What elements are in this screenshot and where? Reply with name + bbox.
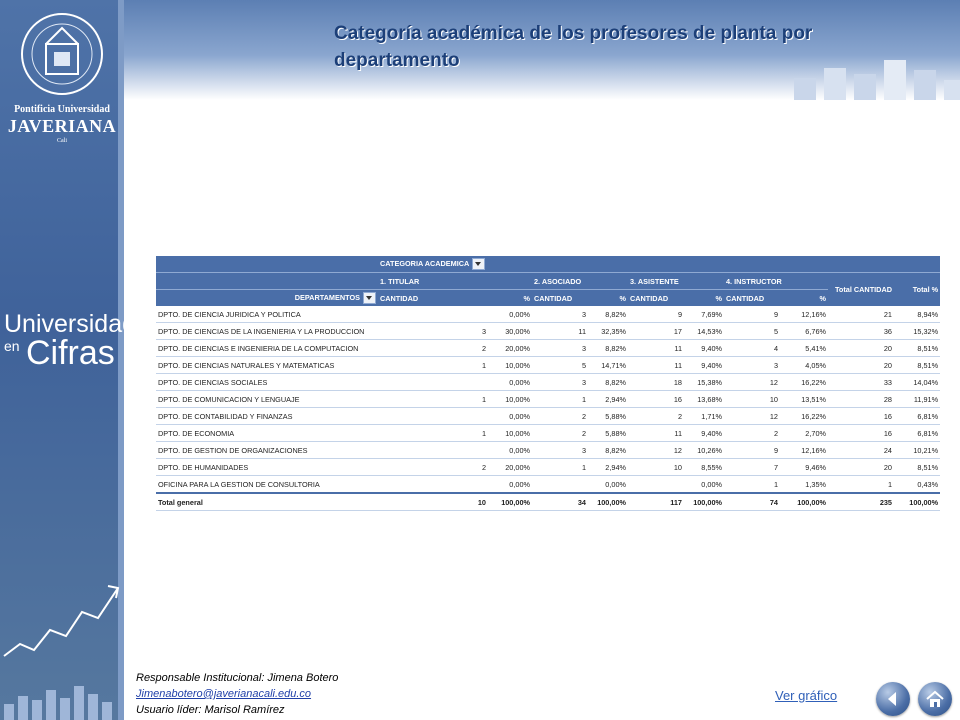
titular-cantidad-total-cell: 10 [378,493,488,511]
titular-pct-cell: 0,00% [488,442,532,459]
section-title-cifras: Cifras [26,334,115,372]
department-cell: DPTO. DE CIENCIAS SOCIALES [156,374,378,391]
total-row [156,493,940,511]
titular-pct-cell: 20,00% [488,340,532,357]
section-title-en: en [4,338,20,354]
titular-pct-total-cell: 100,00% [488,493,532,511]
asociado-cantidad-cell: 11 [532,323,588,340]
total-pct-cell: 15,32% [894,323,940,340]
growth-chart-icon [0,560,124,680]
asistente-cantidad-cell: 11 [628,340,684,357]
titular-pct-cell: 0,00% [488,408,532,425]
pivot-corner [156,256,378,273]
instructor-cantidad-cell: 7 [724,459,780,476]
titular-cantidad-cell: 2 [378,459,488,476]
row-field[interactable] [156,290,378,307]
category-header: 4. INSTRUCTOR [724,273,828,290]
pivot-corner-2 [156,273,378,290]
filter-label: CATEGORIA ACADEMICA [380,258,470,268]
total-cantidad-cell: 33 [828,374,894,391]
total-pct-cell: 14,04% [894,374,940,391]
instructor-pct-cell: 2,70% [780,425,828,442]
footer-info [136,670,338,718]
department-cell: DPTO. DE CIENCIAS NATURALES Y MATEMATICAS [156,357,378,374]
category-header: 1. TITULAR [378,273,532,290]
total-pct-cell: 11,91% [894,391,940,408]
home-icon [925,689,945,709]
asociado-pct-cell: 5,88% [588,425,628,442]
asistente-cantidad-cell: 10 [628,459,684,476]
asistente-cantidad-cell: 17 [628,323,684,340]
titular-pct-cell: 10,00% [488,391,532,408]
asistente-pct-cell: 9,40% [684,357,724,374]
university-name-small: Pontificia Universidad [14,104,110,115]
department-cell: DPTO. DE COMUNICACION Y LENGUAJE [156,391,378,408]
asociado-pct-cell: 8,82% [588,442,628,459]
total-cantidad-header: Total CANTIDAD [828,273,894,307]
instructor-pct-cell: 4,05% [780,357,828,374]
department-cell: DPTO. DE CIENCIAS E INGENIERIA DE LA COMPUTACION [156,340,378,357]
instructor-cantidad-cell: 9 [724,306,780,323]
cantidad-header: CANTIDAD [532,290,588,307]
asistente-cantidad-cell: 11 [628,357,684,374]
instructor-cantidad-cell: 4 [724,340,780,357]
pivot-table [156,256,940,511]
instructor-pct-cell: 5,41% [780,340,828,357]
table-row [156,374,940,391]
total-pct-cell: 8,51% [894,459,940,476]
total-pct-cell: 6,81% [894,408,940,425]
asistente-cantidad-cell: 18 [628,374,684,391]
row-field-dropdown-icon[interactable] [363,292,376,304]
instructor-pct-cell: 16,22% [780,374,828,391]
asistente-cantidad-cell: 2 [628,408,684,425]
asociado-cantidad-cell: 1 [532,459,588,476]
ver-grafico-link[interactable]: Ver gráfico [775,688,838,703]
total-pct-cell: 8,51% [894,340,940,357]
instructor-cantidad-cell: 9 [724,442,780,459]
pct-header: % [488,290,532,307]
cantidad-header: CANTIDAD [628,290,684,307]
home-button[interactable] [918,682,952,716]
table-row [156,323,940,340]
instructor-cantidad-cell: 12 [724,408,780,425]
cantidad-header: CANTIDAD [724,290,780,307]
asociado-pct-cell: 8,82% [588,340,628,357]
responsible-text: Responsable Institucional: Jimena Botero [136,672,339,684]
total-cantidad-cell: 28 [828,391,894,408]
asistente-pct-cell: 0,00% [684,476,724,494]
asociado-pct-cell: 5,88% [588,408,628,425]
asociado-pct-cell: 8,82% [588,374,628,391]
leader-text: Usuario líder: Marisol Ramírez [136,704,285,716]
asociado-cantidad-total-cell: 34 [532,493,588,511]
asistente-pct-cell: 13,68% [684,391,724,408]
total-cantidad-cell: 16 [828,425,894,442]
asistente-pct-cell: 1,71% [684,408,724,425]
titular-cantidad-cell: 2 [378,340,488,357]
asociado-cantidad-cell: 2 [532,425,588,442]
asociado-cantidad-cell: 3 [532,374,588,391]
department-cell: DPTO. DE GESTION DE ORGANIZACIONES [156,442,378,459]
total-cantidad-cell: 24 [828,442,894,459]
pct-header: % [588,290,628,307]
total-cantidad-total-cell: 235 [828,493,894,511]
asociado-pct-cell: 0,00% [588,476,628,494]
total-label-cell: Total general [156,493,378,511]
email-link[interactable]: Jimenabotero@javerianacali.edu.co [136,688,312,700]
asociado-pct-cell: 32,35% [588,323,628,340]
titular-cantidad-cell [378,408,488,425]
table-row [156,357,940,374]
instructor-pct-cell: 12,16% [780,306,828,323]
titular-cantidad-cell: 1 [378,357,488,374]
total-pct-header: Total % [894,273,940,307]
instructor-cantidad-cell: 12 [724,374,780,391]
asociado-cantidad-cell: 2 [532,408,588,425]
university-name: JAVERIANA [7,116,117,136]
titular-cantidad-cell: 3 [378,323,488,340]
table-row [156,306,940,323]
asistente-pct-cell: 8,55% [684,459,724,476]
filter-dropdown-icon[interactable] [472,258,485,270]
asociado-pct-cell: 2,94% [588,391,628,408]
instructor-cantidad-cell: 5 [724,323,780,340]
titular-pct-cell: 0,00% [488,476,532,494]
titular-cantidad-cell [378,374,488,391]
table-row [156,391,940,408]
department-cell: DPTO. DE ECONOMIA [156,425,378,442]
total-cantidad-cell: 1 [828,476,894,494]
asociado-cantidad-cell [532,476,588,494]
asistente-cantidad-total-cell: 117 [628,493,684,511]
asociado-cantidad-cell: 3 [532,340,588,357]
total-cantidad-cell: 20 [828,340,894,357]
asistente-pct-cell: 15,38% [684,374,724,391]
filter-field[interactable] [378,256,940,273]
total-pct-total-cell: 100,00% [894,493,940,511]
asistente-pct-total-cell: 100,00% [684,493,724,511]
asistente-pct-cell: 9,40% [684,425,724,442]
total-pct-cell: 8,94% [894,306,940,323]
back-arrow-icon [883,689,903,709]
asistente-cantidad-cell: 12 [628,442,684,459]
total-pct-cell: 6,81% [894,425,940,442]
category-header: 3. ASISTENTE [628,273,724,290]
instructor-pct-cell: 9,46% [780,459,828,476]
instructor-pct-total-cell: 100,00% [780,493,828,511]
table-row [156,442,940,459]
total-pct-cell: 8,51% [894,357,940,374]
instructor-pct-cell: 1,35% [780,476,828,494]
total-cantidad-cell: 36 [828,323,894,340]
titular-cantidad-cell [378,306,488,323]
university-crest-icon [18,10,106,98]
instructor-pct-cell: 6,76% [780,323,828,340]
asociado-cantidad-cell: 1 [532,391,588,408]
instructor-cantidad-cell: 2 [724,425,780,442]
total-cantidad-cell: 21 [828,306,894,323]
instructor-cantidad-cell: 1 [724,476,780,494]
titular-pct-cell: 20,00% [488,459,532,476]
table-row [156,408,940,425]
asistente-cantidad-cell: 11 [628,425,684,442]
sidebar [0,0,137,720]
table-row [156,459,940,476]
asistente-cantidad-cell: 9 [628,306,684,323]
asistente-pct-cell: 14,53% [684,323,724,340]
asociado-cantidad-cell: 5 [532,357,588,374]
asistente-pct-cell: 7,69% [684,306,724,323]
titular-pct-cell: 0,00% [488,306,532,323]
cantidad-header: CANTIDAD [378,290,488,307]
asociado-pct-total-cell: 100,00% [588,493,628,511]
section-title-universidad: Universidad [4,310,137,338]
department-cell: DPTO. DE CONTABILIDAD Y FINANZAS [156,408,378,425]
table-row [156,425,940,442]
instructor-pct-cell: 12,16% [780,442,828,459]
instructor-cantidad-total-cell: 74 [724,493,780,511]
pct-header: % [780,290,828,307]
department-cell: DPTO. DE CIENCIA JURIDICA Y POLITICA [156,306,378,323]
asociado-pct-cell: 14,71% [588,357,628,374]
back-button[interactable] [876,682,910,716]
category-header: 2. ASOCIADO [532,273,628,290]
total-cantidad-cell: 20 [828,357,894,374]
asistente-pct-cell: 9,40% [684,340,724,357]
titular-cantidad-cell: 1 [378,425,488,442]
asociado-cantidad-cell: 3 [532,306,588,323]
decorative-bars [0,680,124,720]
asociado-pct-cell: 8,82% [588,306,628,323]
titular-cantidad-cell [378,476,488,494]
page-title: Categoría académica de los profesores de planta por departamento [334,23,813,71]
instructor-pct-cell: 16,22% [780,408,828,425]
asistente-pct-cell: 10,26% [684,442,724,459]
department-cell: DPTO. DE HUMANIDADES [156,459,378,476]
titular-cantidad-cell [378,442,488,459]
asistente-cantidad-cell [628,476,684,494]
university-city: Cali [57,138,67,144]
instructor-cantidad-cell: 3 [724,357,780,374]
asociado-cantidad-cell: 3 [532,442,588,459]
asociado-pct-cell: 2,94% [588,459,628,476]
department-cell: DPTO. DE CIENCIAS DE LA INGENIERIA Y LA PRODUCCION [156,323,378,340]
pct-header: % [684,290,724,307]
total-cantidad-cell: 20 [828,459,894,476]
department-cell: OFICINA PARA LA GESTION DE CONSULTORIA [156,476,378,494]
titular-pct-cell: 10,00% [488,425,532,442]
total-pct-cell: 10,21% [894,442,940,459]
instructor-pct-cell: 13,51% [780,391,828,408]
titular-cantidad-cell: 1 [378,391,488,408]
instructor-cantidad-cell: 10 [724,391,780,408]
titular-pct-cell: 30,00% [488,323,532,340]
table-row [156,340,940,357]
total-pct-cell: 0,43% [894,476,940,494]
asistente-cantidad-cell: 16 [628,391,684,408]
table-row [156,476,940,494]
total-cantidad-cell: 16 [828,408,894,425]
titular-pct-cell: 10,00% [488,357,532,374]
titular-pct-cell: 0,00% [488,374,532,391]
row-field-label: DEPARTAMENTOS [294,292,360,302]
